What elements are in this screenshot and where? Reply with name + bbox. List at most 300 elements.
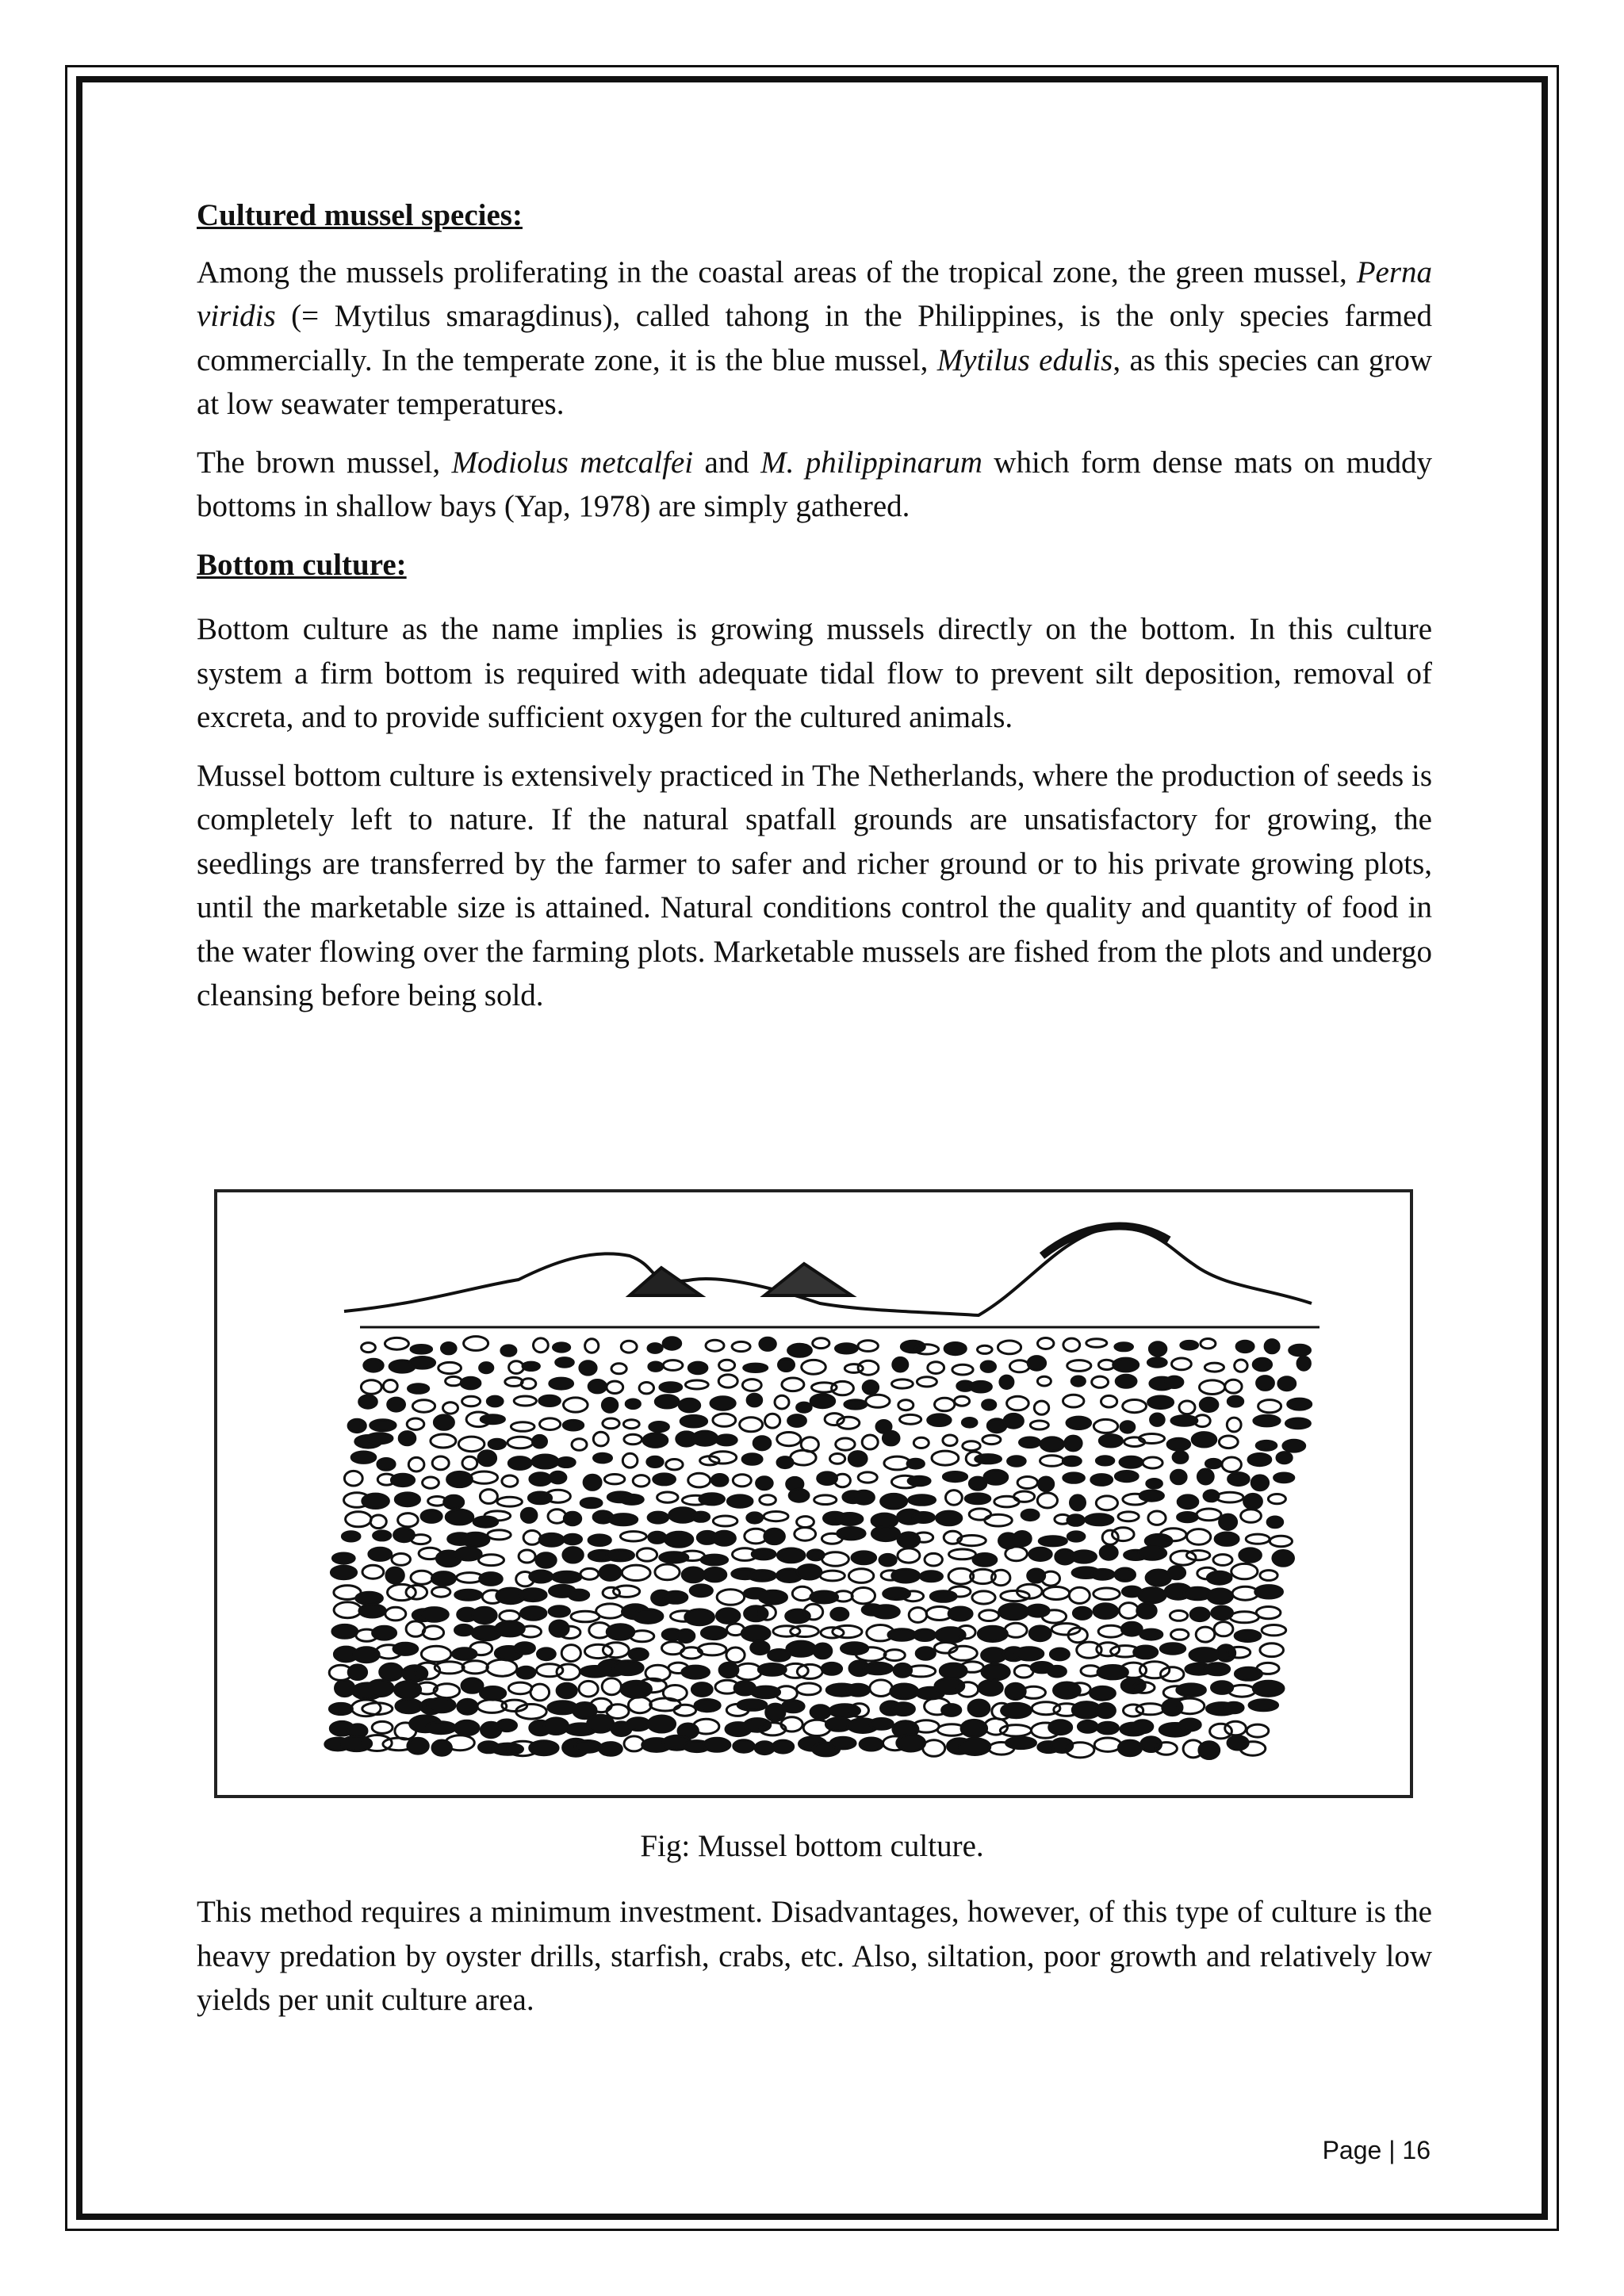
mussel-mark: [733, 1475, 751, 1487]
mussel-mark: [866, 1395, 890, 1407]
mussel-mark: [497, 1497, 522, 1506]
mussel-mark: [407, 1418, 424, 1429]
mussel-mark: [588, 1535, 611, 1546]
mussel-mark: [1189, 1648, 1220, 1663]
mussel-mark: [1038, 1338, 1054, 1349]
mussel-mark: [760, 1337, 776, 1350]
mussel-mark: [679, 1399, 699, 1412]
mussel-mark: [579, 1681, 598, 1697]
mussel-mark: [703, 1568, 726, 1582]
mussel-mark: [916, 1647, 935, 1660]
mussel-mark: [329, 1703, 352, 1714]
mussel-mark: [348, 1665, 366, 1680]
mussel-mark: [892, 1703, 914, 1716]
mussel-mark: [690, 1585, 712, 1597]
mussel-mark: [588, 1380, 606, 1393]
mussel-mark: [411, 1571, 433, 1584]
mussel-mark: [1120, 1456, 1143, 1468]
mussel-mark: [1181, 1341, 1198, 1349]
mussel-mark: [760, 1495, 776, 1505]
mussel-mark: [398, 1513, 419, 1527]
mussel-mark: [643, 1433, 668, 1447]
mussel-mark: [359, 1605, 385, 1617]
mussel-mark: [978, 1345, 993, 1353]
mussel-mark: [848, 1569, 873, 1583]
mussel-mark: [517, 1667, 535, 1678]
mussel-mark: [447, 1471, 473, 1487]
mussel-mark: [1270, 1536, 1292, 1546]
mussel-mark: [1040, 1437, 1063, 1452]
mussel-mark: [607, 1381, 623, 1393]
mussel-mark: [749, 1571, 776, 1582]
mussel-mark: [1043, 1587, 1069, 1600]
mussel-mark: [446, 1376, 462, 1385]
mussel-mark: [1113, 1358, 1139, 1372]
mussel-mark: [362, 1565, 384, 1578]
mussel-mark: [580, 1568, 599, 1579]
mussel-mark: [1167, 1438, 1190, 1450]
mussel-mark: [411, 1345, 432, 1354]
mussel-mark: [1179, 1401, 1195, 1414]
mussel-mark: [1192, 1433, 1216, 1447]
mussel-mark: [742, 1380, 761, 1391]
mussel-mark: [604, 1475, 624, 1484]
mussel-mark: [367, 1680, 393, 1697]
mussel-mark: [692, 1512, 709, 1521]
mussel-mark: [1063, 1473, 1085, 1483]
mussel-mark: [388, 1398, 405, 1411]
mussel-mark: [1262, 1625, 1286, 1636]
mussel-mark: [936, 1511, 962, 1525]
mussel-mark: [1289, 1345, 1311, 1356]
mussel-mark: [688, 1362, 707, 1374]
mussel-mark: [660, 1383, 682, 1392]
mussel-mark: [650, 1698, 681, 1711]
mussel-mark: [497, 1720, 517, 1732]
horizon-sketch: [344, 1226, 1320, 1327]
mussel-mark: [1067, 1532, 1085, 1541]
mussel-mark: [564, 1512, 580, 1525]
mussel-mark: [796, 1683, 821, 1695]
mussel-mark: [928, 1362, 944, 1374]
mussel-mark: [948, 1607, 972, 1621]
mussel-mark: [949, 1549, 976, 1559]
mussel-mark: [1260, 1644, 1284, 1657]
mussel-bed-illustration: [217, 1192, 1410, 1795]
mussel-mark: [1201, 1339, 1216, 1349]
mussel-mark: [1149, 1342, 1166, 1356]
mussel-mark: [1034, 1401, 1048, 1414]
mussel-mark: [1148, 1396, 1174, 1409]
mussel-mark: [653, 1474, 676, 1485]
mussel-mark: [1100, 1545, 1117, 1559]
mussel-mark: [782, 1378, 804, 1391]
mussel-mark: [822, 1552, 849, 1567]
mussel-mark: [820, 1571, 845, 1581]
mussel-mark: [1273, 1551, 1294, 1567]
mussel-mark: [787, 1641, 816, 1656]
mussel-mark: [364, 1359, 383, 1372]
mussel-mark: [952, 1364, 973, 1375]
mussel-mark: [1116, 1375, 1136, 1387]
mussel-mark: [509, 1361, 524, 1374]
mussel-mark: [1090, 1686, 1116, 1700]
mussel-mark: [519, 1589, 546, 1601]
mussel-mark: [797, 1402, 812, 1412]
mussel-mark: [1118, 1512, 1139, 1521]
mussel-mark: [943, 1435, 957, 1446]
mussel-mark: [1205, 1663, 1229, 1675]
mussel-mark: [1166, 1376, 1183, 1387]
mussel-mark: [917, 1377, 936, 1387]
mussel-mark: [713, 1531, 735, 1545]
mussel-mark: [602, 1398, 617, 1412]
mussel-mark: [599, 1565, 621, 1580]
mussel-mark: [532, 1455, 558, 1468]
mussel-mark: [1210, 1724, 1232, 1739]
mussel-mark: [410, 1357, 435, 1369]
mussel-mark: [649, 1422, 669, 1432]
mussel-mark: [557, 1664, 580, 1680]
mussel-mark: [663, 1337, 681, 1349]
mussel-mark: [470, 1642, 492, 1655]
mussel-mark: [487, 1396, 503, 1406]
mussel-mark: [607, 1550, 634, 1561]
mussel-mark: [444, 1495, 464, 1509]
mussel-mark: [836, 1438, 855, 1450]
mussel-mark: [454, 1720, 479, 1735]
mussel-mark: [756, 1477, 773, 1490]
mussel-mark: [383, 1380, 397, 1392]
mussel-mark: [788, 1415, 806, 1427]
mussel-mark: [1228, 1473, 1250, 1486]
mussel-mark: [864, 1663, 893, 1674]
mussel-mark: [1248, 1454, 1271, 1466]
mussel-mark: [1007, 1396, 1029, 1410]
mussel-mark: [1097, 1643, 1120, 1656]
figure-caption: Fig: Mussel bottom culture.: [640, 1829, 984, 1863]
mussel-mark: [682, 1567, 704, 1582]
mussel-mark: [1091, 1569, 1114, 1579]
mussel-mark: [399, 1432, 416, 1445]
mussel-mark: [710, 1397, 735, 1410]
mussel-mark: [610, 1514, 638, 1525]
mussel-mark: [1277, 1452, 1292, 1464]
mussel-mark: [1200, 1380, 1225, 1395]
mussel-mark: [613, 1661, 643, 1675]
mussel-mark: [423, 1626, 443, 1640]
mussel-mark: [752, 1549, 776, 1559]
mussel-mark: [847, 1684, 869, 1696]
mussel-mark: [563, 1420, 583, 1430]
mussel-mark: [932, 1451, 959, 1465]
mussel-mark: [879, 1554, 896, 1566]
mussel-mark: [775, 1395, 789, 1409]
mussel-mark: [925, 1553, 942, 1566]
mussel-mark: [557, 1458, 575, 1468]
mussel-mark: [1253, 1358, 1271, 1371]
mussel-mark: [1121, 1622, 1142, 1636]
mussel-mark: [1173, 1452, 1188, 1464]
mussel-mark: [575, 1741, 601, 1753]
mussel-mark: [462, 1661, 488, 1674]
mussel-mark: [1009, 1360, 1029, 1372]
mussel-mark: [478, 1451, 496, 1466]
mussel-mark: [845, 1400, 867, 1409]
mussel-mark: [753, 1437, 771, 1450]
mussel-mark: [462, 1396, 481, 1406]
mussel-mark: [788, 1344, 812, 1357]
mussel-mark: [703, 1738, 730, 1751]
mussel-mark: [1235, 1630, 1261, 1641]
mussel-mark: [1199, 1742, 1220, 1759]
mussel-mark: [920, 1571, 942, 1582]
mussel-mark: [791, 1450, 816, 1465]
mussel-mark: [594, 1453, 612, 1463]
mussel-mark: [332, 1553, 354, 1563]
mussel-mark: [408, 1457, 424, 1471]
mussel-mark: [544, 1718, 569, 1735]
mussel-mark: [395, 1493, 419, 1506]
mussel-mark: [458, 1437, 485, 1452]
mussel-mark: [481, 1687, 506, 1701]
mussel-mark: [621, 1681, 652, 1697]
mussel-mark: [1257, 1376, 1274, 1391]
mussel-mark: [1205, 1363, 1224, 1372]
mussel-mark: [1006, 1737, 1036, 1748]
mussel-mark: [985, 1514, 1013, 1526]
mussel-mark: [462, 1456, 477, 1469]
mussel-mark: [432, 1587, 450, 1598]
mussel-mark: [1255, 1586, 1283, 1598]
mussel-mark: [550, 1471, 566, 1483]
mussel-mark: [664, 1591, 688, 1603]
mussel-mark: [649, 1532, 666, 1543]
mussel-mark: [858, 1472, 877, 1483]
mussel-mark: [556, 1358, 574, 1368]
mussel-mark: [596, 1604, 624, 1618]
mussel-mark: [442, 1343, 457, 1354]
mussel-mark: [791, 1626, 819, 1637]
mussel-mark: [370, 1420, 396, 1431]
mussel-mark: [789, 1489, 809, 1502]
mussel-mark: [1115, 1568, 1135, 1581]
mussel-mark: [1241, 1510, 1262, 1523]
mussel-mark: [1094, 1738, 1121, 1751]
mussel-mark: [611, 1364, 626, 1374]
mussel-mark: [563, 1548, 583, 1563]
mussel-mark: [648, 1344, 662, 1353]
mussel-mark: [1151, 1414, 1165, 1425]
mussel-clumps: [325, 1337, 1312, 1759]
mussel-mark: [462, 1533, 489, 1547]
mussel-mark: [891, 1684, 918, 1699]
mussel-mark: [779, 1359, 795, 1372]
mussel-mark: [1008, 1456, 1026, 1467]
mussel-mark: [858, 1360, 879, 1375]
mussel-mark: [747, 1513, 763, 1523]
mussel-mark: [663, 1360, 683, 1371]
mussel-mark: [900, 1414, 921, 1424]
mussel-mark: [1134, 1646, 1158, 1659]
mussel-mark: [898, 1400, 914, 1410]
mussel-mark: [342, 1532, 360, 1541]
mussel-mark: [1190, 1608, 1209, 1621]
mussel-mark: [1120, 1422, 1135, 1433]
mussel-mark: [473, 1607, 496, 1623]
mussel-mark: [744, 1719, 770, 1732]
mussel-mark: [979, 1610, 999, 1621]
mussel-mark: [423, 1477, 439, 1488]
mussel-mark: [1207, 1571, 1231, 1584]
mussel-mark: [741, 1626, 770, 1641]
mussel-mark: [1267, 1517, 1283, 1528]
mussel-mark: [1051, 1624, 1080, 1635]
mussel-mark: [1021, 1510, 1039, 1520]
mussel-mark: [909, 1495, 936, 1506]
mussel-mark: [514, 1396, 536, 1406]
mussel-mark: [871, 1526, 899, 1540]
mussel-mark: [649, 1362, 663, 1371]
paragraph-brown-mussel: The brown mussel, Modiolus metcalfei and M. philippinarum which form dense mats on muddy bottoms in shallow bays (Yap, 1978) are simply gathered.: [197, 445, 1432, 523]
mussel-mark: [1147, 1358, 1166, 1367]
mussel-mark: [665, 1532, 692, 1547]
mussel-mark: [1071, 1551, 1096, 1563]
mussel-mark: [978, 1626, 1007, 1641]
mussel-mark: [718, 1375, 737, 1387]
mussel-mark: [530, 1571, 553, 1582]
mussel-mark: [488, 1530, 511, 1540]
mussel-mark: [660, 1552, 688, 1563]
mussel-mark: [626, 1399, 640, 1409]
mussel-mark: [883, 1431, 899, 1445]
mussel-mark: [408, 1384, 429, 1394]
mussel-mark: [533, 1435, 547, 1448]
mussel-mark: [759, 1590, 787, 1604]
mussel-mark: [386, 1567, 404, 1583]
mussel-mark: [657, 1492, 678, 1502]
mussel-mark: [666, 1460, 683, 1470]
mussel-mark: [411, 1535, 430, 1544]
mussel-mark: [622, 1453, 638, 1468]
mussel-mark: [984, 1470, 1008, 1484]
mussel-mark: [426, 1722, 455, 1734]
mussel-mark: [455, 1624, 473, 1635]
mussel-mark: [1214, 1622, 1233, 1636]
mussel-mark: [1067, 1417, 1091, 1429]
mussel-mark: [479, 1555, 504, 1566]
mussel-mark: [1274, 1473, 1294, 1483]
mussel-mark: [727, 1495, 753, 1507]
mussel-mark: [860, 1738, 883, 1751]
mussel-mark: [1040, 1456, 1064, 1467]
mussel-mark: [935, 1398, 955, 1411]
mussel-mark: [488, 1439, 505, 1448]
mussel-mark: [699, 1494, 725, 1505]
mussel-mark: [1222, 1457, 1241, 1472]
mussel-mark: [564, 1398, 588, 1412]
mussel-mark: [923, 1740, 945, 1757]
mussel-mark: [979, 1680, 1002, 1695]
mussel-mark: [372, 1721, 393, 1733]
mussel-mark: [1161, 1667, 1184, 1682]
mussel-mark: [1030, 1421, 1048, 1429]
mussel-mark: [755, 1742, 774, 1755]
mussel-mark: [901, 1341, 925, 1353]
mussel-mark: [1230, 1612, 1258, 1623]
mussel-mark: [523, 1531, 541, 1545]
mussel-mark: [539, 1533, 564, 1546]
mussel-mark: [884, 1650, 905, 1661]
mussel-mark: [443, 1402, 458, 1414]
mussel-mark: [942, 1705, 961, 1716]
mussel-mark: [1200, 1398, 1218, 1411]
mussel-mark: [1101, 1395, 1117, 1407]
mussel-mark: [346, 1512, 372, 1527]
mussel-mark: [1118, 1740, 1141, 1756]
mussel-mark: [1004, 1414, 1023, 1428]
mussel-mark: [946, 1490, 963, 1506]
mussel-mark: [1102, 1530, 1118, 1544]
mussel-mark: [362, 1343, 376, 1353]
mussel-mark: [893, 1357, 908, 1372]
mussel-mark: [553, 1343, 570, 1352]
mussel-mark: [412, 1400, 435, 1412]
mussel-mark: [540, 1418, 561, 1430]
mussel-mark: [1039, 1536, 1067, 1546]
mussel-mark: [936, 1628, 965, 1643]
mussel-mark: [1001, 1590, 1029, 1601]
mussel-mark: [370, 1515, 386, 1529]
mussel-mark: [420, 1608, 448, 1622]
mussel-mark: [1139, 1662, 1169, 1678]
mussel-mark: [685, 1380, 708, 1389]
page-number: Page | 16: [1322, 2136, 1431, 2164]
mussel-mark: [1029, 1548, 1051, 1560]
mussel-mark: [511, 1422, 534, 1432]
mussel-mark: [521, 1607, 546, 1621]
mussel-mark: [1216, 1492, 1243, 1502]
mussel-mark: [833, 1625, 862, 1637]
mussel-mark: [1063, 1338, 1080, 1351]
mussel-mark: [331, 1566, 356, 1579]
mussel-mark: [377, 1459, 395, 1471]
mussel-mark: [830, 1737, 856, 1749]
mussel-mark: [972, 1591, 995, 1604]
mussel-mark: [1132, 1720, 1153, 1733]
mussel-mark: [373, 1626, 396, 1640]
mussel-mark: [421, 1646, 451, 1662]
mussel-mark: [391, 1474, 414, 1486]
mussel-mark: [1123, 1400, 1147, 1413]
mussel-mark: [373, 1531, 391, 1540]
mussel-mark: [623, 1420, 639, 1429]
mussel-mark: [797, 1517, 814, 1528]
mussel-mark: [713, 1414, 736, 1426]
mussel-mark: [480, 1490, 497, 1504]
mussel-mark: [536, 1553, 556, 1567]
mussel-mark: [1256, 1441, 1277, 1450]
mussel-mark: [1097, 1666, 1128, 1679]
mussel-mark: [599, 1743, 622, 1756]
mussel-mark: [831, 1608, 848, 1620]
mussel-mark: [914, 1437, 929, 1448]
mussel-mark: [822, 1663, 841, 1674]
mussel-mark: [392, 1554, 411, 1566]
mussel-mark: [1260, 1571, 1277, 1581]
mussel-mark: [480, 1573, 503, 1586]
mussel-mark: [602, 1678, 621, 1695]
